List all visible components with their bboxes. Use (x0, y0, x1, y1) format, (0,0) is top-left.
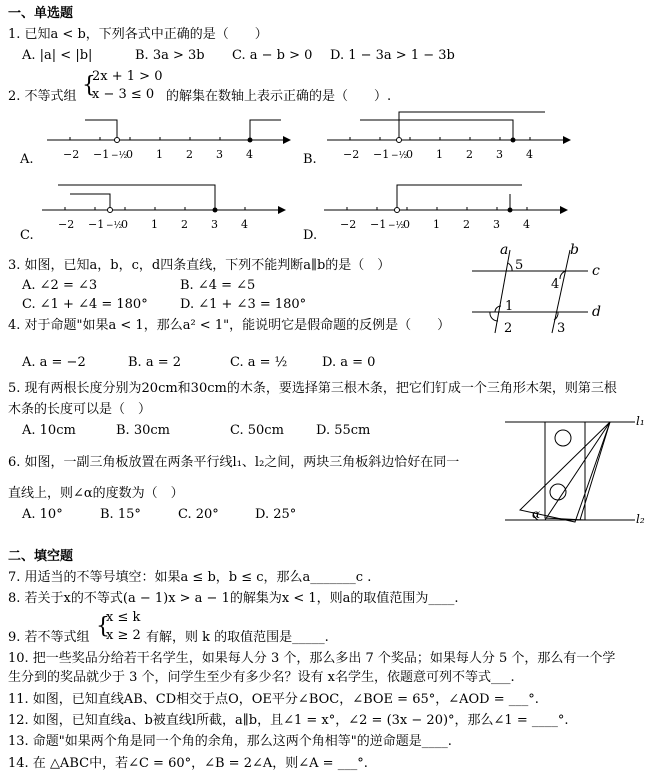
tick-label: 4 (523, 218, 530, 231)
tick-label: 3 (216, 148, 223, 161)
label-b: b (570, 242, 579, 258)
q14-text: 14. 在 △ABC中，若∠C = 60°，∠B = 2∠A，则∠A = ___°. (8, 756, 368, 771)
q3-stem: 3. 如图，已知a，b，c，d四条直线，下列不能判断a∥b的是（ ） (8, 258, 391, 273)
label-l1: l₁ (636, 414, 645, 428)
section-title-single-choice: 一、单选题 (8, 6, 74, 21)
tick-label: −½ (111, 151, 128, 161)
q6-option-d: D. 25° (255, 507, 297, 522)
label-alpha: α (532, 507, 541, 521)
tick-label: 1 (151, 218, 158, 231)
tick-label: 3 (496, 148, 503, 161)
q2-option-c-label: C. (20, 228, 34, 243)
q4-option-c: C. a = ½ (230, 355, 288, 370)
tick-label: 2 (466, 148, 473, 161)
q10-line1: 10. 把一些奖品分给若干名学生，如果每人分 3 个，那么多出 7 个奖品；如果每人分 5 个，那么有一个学 (8, 651, 616, 666)
q9-prefix: 9. 若不等式组 (8, 630, 90, 645)
tick-label: 2 (186, 148, 193, 161)
tick-label: 3 (493, 218, 500, 231)
label-d: d (592, 304, 601, 320)
tick-label: 0 (121, 218, 128, 231)
q3-option-d: D. ∠1 + ∠3 = 180° (180, 297, 307, 312)
q6-option-c: C. 20° (178, 507, 219, 522)
label-c: c (592, 263, 600, 279)
label-a: a (500, 242, 509, 258)
q2-number-line-d (322, 180, 572, 238)
angle-2: 2 (504, 321, 513, 336)
q2-suffix: 的解集在数轴上表示正确的是（ ）. (166, 89, 392, 104)
tick-label: −½ (106, 221, 123, 231)
tick-label: −2 (58, 218, 75, 231)
q9-system-line1: x ≤ k (106, 610, 141, 625)
tick-label: 2 (181, 218, 188, 231)
tick-label: 0 (406, 148, 413, 161)
q5-option-a: A. 10cm (22, 423, 76, 438)
angle-1: 1 (505, 299, 514, 314)
tick-label: 0 (403, 218, 410, 231)
q2-number-line-a (45, 110, 295, 168)
q9-system-line2: x ≥ 2 (106, 628, 141, 643)
q7-text: 7. 用适当的不等号填空：如果a ≤ b，b ≤ c，那么a_______c . (8, 570, 372, 585)
tick-label: −2 (340, 218, 357, 231)
tick-label: −1 (88, 218, 105, 231)
q5-option-d: D. 55cm (316, 423, 371, 438)
q3-option-a: A. ∠2 = ∠3 (22, 278, 98, 293)
q4-option-d: D. a = 0 (322, 355, 376, 370)
angle-4: 4 (551, 277, 560, 292)
q3-parallel-lines-figure (470, 240, 610, 340)
label-l2: l₂ (636, 512, 645, 526)
q2-option-a-label: A. (20, 152, 34, 167)
q2-prefix: 2. 不等式组 (8, 89, 77, 104)
q12-text: 12. 如图，已知直线a、b被直线l所截，a∥b，且∠1 = x°，∠2 = (3x − 20)°，那么∠1 = ____°. (8, 713, 569, 728)
q10-line2: 生分到的奖品就少于 3 个，问学生至少有多少名？设有 x名学生，依题意可列不等式___. (8, 670, 515, 685)
q1-option-d: D. 1 − 3a > 1 − 3b (330, 48, 455, 63)
angle-3: 3 (557, 321, 566, 336)
tick-label: −2 (63, 148, 80, 161)
tick-label: 0 (126, 148, 133, 161)
tick-label: 1 (156, 148, 163, 161)
q2-system-line1: 2x + 1 > 0 (92, 69, 163, 84)
q2-option-b-label: B. (303, 152, 317, 167)
tick-label: −½ (388, 221, 405, 231)
q6-option-b: B. 15° (100, 507, 141, 522)
tick-label: 3 (211, 218, 218, 231)
q6-stem-line2: 直线上，则∠α的度数为（ ） (8, 486, 184, 501)
angle-5: 5 (515, 258, 524, 273)
q5-stem-line2: 木条的长度可以是（ ） (8, 402, 152, 417)
q2-option-d-label: D. (303, 228, 318, 243)
section-title-fill-blank: 二、填空题 (8, 549, 74, 564)
q3-option-c: C. ∠1 + ∠4 = 180° (22, 297, 148, 312)
q1-option-c: C. a − b > 0 (232, 48, 313, 63)
q4-option-b: B. a = 2 (128, 355, 181, 370)
tick-label: −½ (391, 151, 408, 161)
q5-option-c: C. 50cm (230, 423, 284, 438)
q2-number-line-b (325, 110, 575, 168)
q9-suffix: 有解，则 k 的取值范围是_____. (146, 630, 329, 645)
q8-text: 8. 若关于x的不等式(a − 1)x > a − 1的解集为x < 1，则a的取值范围为____. (8, 591, 459, 606)
q5-stem-line1: 5. 现有两根长度分别为20cm和30cm的木条，要选择第三根木条，把它们钉成一个三角形木架，则第三根 (8, 381, 617, 396)
tick-label: −1 (93, 148, 110, 161)
q6-triangle-boards-figure (500, 410, 660, 528)
tick-label: 4 (241, 218, 248, 231)
tick-label: 4 (526, 148, 533, 161)
q1-option-b: B. 3a > 3b (135, 48, 205, 63)
tick-label: 1 (433, 218, 440, 231)
tick-label: −2 (343, 148, 360, 161)
q1-stem: 1. 已知a < b，下列各式中正确的是（ ） (8, 27, 268, 42)
tick-label: 2 (463, 218, 470, 231)
q2-system-line2: x − 3 ≤ 0 (92, 87, 155, 102)
q3-option-b: B. ∠4 = ∠5 (180, 278, 256, 293)
tick-label: −1 (370, 218, 387, 231)
q11-text: 11. 如图，已知直线AB、CD相交于点O，OE平分∠BOC，∠BOE = 65°，∠AOD = ___°. (8, 692, 539, 707)
tick-label: 4 (246, 148, 253, 161)
q6-stem-line1: 6. 如图，一副三角板放置在两条平行线l₁、l₂之间，两块三角板斜边恰好在同一 (8, 455, 460, 470)
q5-option-b: B. 30cm (116, 423, 170, 438)
tick-label: 1 (436, 148, 443, 161)
q2-number-line-c (40, 180, 290, 238)
q6-option-a: A. 10° (22, 507, 63, 522)
q9-brace: { (96, 614, 110, 639)
q13-text: 13. 命题"如果两个角是同一个角的余角，那么这两个角相等"的逆命题是____. (8, 734, 452, 749)
q2-brace: { (82, 73, 96, 98)
tick-label: −1 (373, 148, 390, 161)
q4-stem: 4. 对于命题"如果a < 1，那么a² < 1"，能说明它是假命题的反例是（ ） (8, 318, 451, 333)
q4-option-a: A. a = −2 (22, 355, 86, 370)
q1-option-a: A. |a| < |b| (22, 48, 93, 63)
